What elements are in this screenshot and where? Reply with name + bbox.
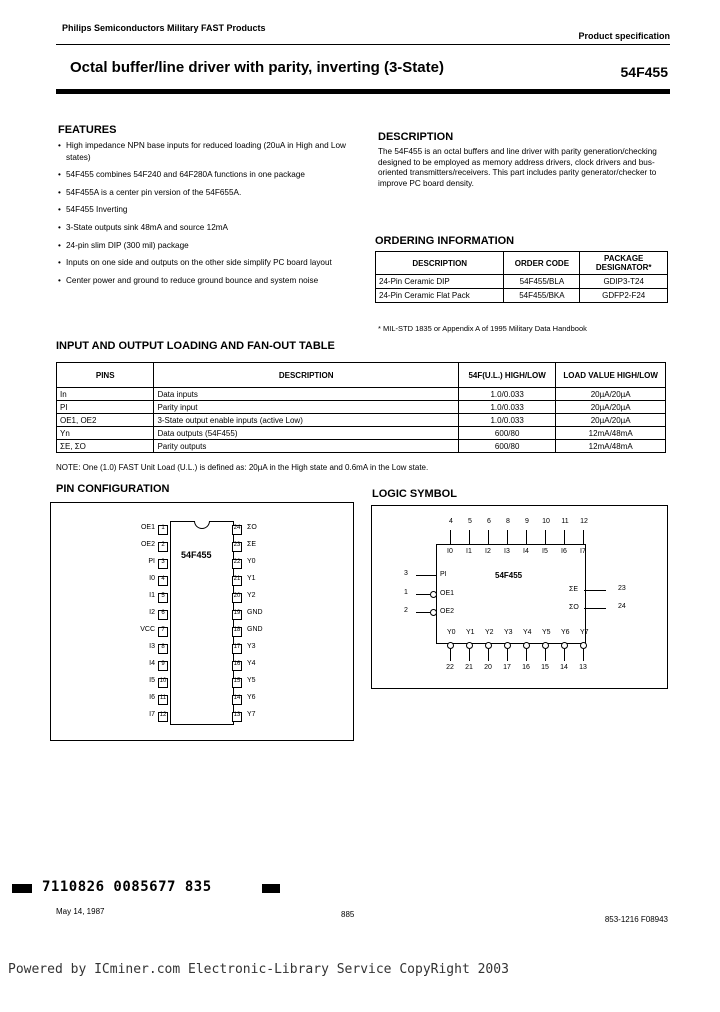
logic-right-pin-number: 24 bbox=[618, 603, 626, 610]
description-text: The 54F455 is an octal buffers and line driver with parity generation/checking designed to be employed as memory address drivers, clock drivers and bus-oriented transmitters/receivers. This part includes parity generator/checker to improve PC board density. bbox=[378, 147, 657, 188]
logic-bottom-label: Y0 bbox=[447, 629, 456, 636]
logic-top-lead bbox=[583, 530, 584, 544]
logic-top-lead bbox=[450, 530, 451, 544]
company-name: Philips Semiconductors Military FAST Products bbox=[62, 23, 266, 33]
logic-top-label: I3 bbox=[504, 548, 510, 555]
logic-bottom-lead bbox=[545, 649, 546, 661]
barcode-mark-right bbox=[262, 884, 280, 893]
table-header-row bbox=[376, 252, 668, 275]
pin-name-left: PI bbox=[148, 558, 155, 565]
column-header: PINS bbox=[57, 363, 154, 388]
table-cell: 1.0/0.033 bbox=[458, 414, 555, 427]
logic-bottom-bubble bbox=[466, 642, 473, 649]
pin-number-right: 22 bbox=[233, 559, 241, 565]
pin-config-frame bbox=[50, 502, 354, 741]
loading-heading: INPUT AND OUTPUT LOADING AND FAN-OUT TABLE bbox=[56, 340, 335, 352]
chip-label: 54F455 bbox=[181, 550, 212, 560]
logic-top-label: I0 bbox=[447, 548, 453, 555]
pin-number-right: 16 bbox=[233, 661, 241, 667]
logic-bottom-pin-number: 21 bbox=[465, 664, 473, 671]
table-cell: 54F455/BKA bbox=[504, 289, 580, 303]
column-header: DESCRIPTION bbox=[376, 252, 504, 275]
logic-left-pin-number: 1 bbox=[404, 589, 408, 596]
logic-bottom-bubble bbox=[504, 642, 511, 649]
pin-name-left: VCC bbox=[140, 626, 155, 633]
table-cell: 1.0/0.033 bbox=[458, 401, 555, 414]
table-cell: In bbox=[57, 388, 154, 401]
table-cell: Data outputs (54F455) bbox=[154, 427, 459, 440]
pin-number-right: 20 bbox=[233, 593, 241, 599]
pin-name-right: Y1 bbox=[247, 575, 256, 582]
logic-bottom-pin-number: 13 bbox=[579, 664, 587, 671]
pin-name-right: Y2 bbox=[247, 592, 256, 599]
table-row bbox=[376, 275, 668, 289]
logic-bottom-pin-number: 14 bbox=[560, 664, 568, 671]
pin-number-left: 5 bbox=[161, 593, 165, 599]
pin-number-left: 11 bbox=[159, 695, 167, 701]
ordering-table bbox=[375, 251, 668, 303]
table-header-row bbox=[57, 363, 666, 388]
logic-left-label: OE1 bbox=[440, 590, 455, 597]
table-cell: 20µA/20µA bbox=[556, 401, 666, 414]
pin-name-left: I1 bbox=[149, 592, 155, 599]
logic-bottom-bubble bbox=[485, 642, 492, 649]
feature-item: • 54F455A is a center pin version of the 54F655A. bbox=[58, 187, 358, 199]
table-cell: GDIP3-T24 bbox=[580, 275, 668, 289]
feature-item: • High impedance NPN base inputs for reduced loading (20uA in High and Low states) bbox=[58, 140, 358, 163]
pin-number-left: 9 bbox=[161, 661, 165, 667]
logic-bottom-bubble bbox=[561, 642, 568, 649]
logic-top-pin-number: 6 bbox=[487, 518, 491, 525]
feature-item: • 3-State outputs sink 48mA and source 12mA bbox=[58, 222, 358, 234]
pin-number-left: 10 bbox=[159, 678, 167, 684]
table-cell: ΣE, ΣO bbox=[57, 440, 154, 453]
logic-bottom-label: Y4 bbox=[523, 629, 532, 636]
table-cell: 54F455/BLA bbox=[504, 275, 580, 289]
features-heading: FEATURES bbox=[58, 124, 117, 136]
pin-name-right: Y0 bbox=[247, 558, 256, 565]
pin-name-left: I6 bbox=[149, 694, 155, 701]
column-header: LOAD VALUE HIGH/LOW bbox=[556, 363, 666, 388]
logic-top-label: I6 bbox=[561, 548, 567, 555]
pin-number-right: 14 bbox=[233, 695, 241, 701]
pin-name-right: Y3 bbox=[247, 643, 256, 650]
logic-symbol-frame bbox=[371, 505, 668, 689]
table-row bbox=[57, 440, 666, 453]
logic-bottom-pin-number: 22 bbox=[446, 664, 454, 671]
column-header: 54F(U.L.) HIGH/LOW bbox=[458, 363, 555, 388]
logic-top-label: I1 bbox=[466, 548, 472, 555]
logic-right-label: ΣE bbox=[569, 586, 578, 593]
pin-name-left: I0 bbox=[149, 575, 155, 582]
feature-item: • Inputs on one side and outputs on the other side simplify PC board layout bbox=[58, 257, 358, 269]
logic-top-pin-number: 5 bbox=[468, 518, 472, 525]
table-row bbox=[57, 401, 666, 414]
logic-left-label: OE2 bbox=[440, 608, 455, 615]
logic-right-pin-number: 23 bbox=[618, 585, 626, 592]
barcode-mark-left bbox=[12, 884, 32, 893]
pin-name-right: Y7 bbox=[247, 711, 256, 718]
table-cell: 600/80 bbox=[458, 440, 555, 453]
pin-name-right: Y6 bbox=[247, 694, 256, 701]
logic-top-lead bbox=[488, 530, 489, 544]
column-header: DESCRIPTION bbox=[154, 363, 459, 388]
logic-bottom-bubble bbox=[542, 642, 549, 649]
pin-name-right: GND bbox=[247, 626, 263, 633]
pin-number-left: 4 bbox=[161, 576, 165, 582]
feature-item: • 24-pin slim DIP (300 mil) package bbox=[58, 240, 358, 252]
logic-top-lead bbox=[469, 530, 470, 544]
footer-date: May 14, 1987 bbox=[56, 907, 105, 916]
logic-bottom-bubble bbox=[447, 642, 454, 649]
logic-bottom-label: Y7 bbox=[580, 629, 589, 636]
logic-left-bubble bbox=[430, 591, 437, 598]
pin-name-left: OE2 bbox=[140, 541, 155, 548]
pin-number-right: 24 bbox=[233, 525, 241, 531]
pin-name-right: ΣO bbox=[247, 524, 257, 531]
logic-top-pin-number: 4 bbox=[449, 518, 453, 525]
pin-number-left: 8 bbox=[161, 644, 165, 650]
ordering-heading: ORDERING INFORMATION bbox=[375, 235, 515, 247]
page-title: Octal buffer/line driver with parity, inverting (3-State) bbox=[70, 59, 444, 76]
logic-bottom-lead bbox=[450, 649, 451, 661]
dip-package bbox=[170, 521, 234, 725]
pin-number-right: 17 bbox=[233, 644, 241, 650]
pin1-notch bbox=[194, 521, 210, 529]
pin-name-right: GND bbox=[247, 609, 263, 616]
logic-top-label: I4 bbox=[523, 548, 529, 555]
table-row bbox=[57, 388, 666, 401]
barcode-text: 7110826 0085677 835 bbox=[42, 879, 212, 895]
feature-item: • 54F455 Inverting bbox=[58, 204, 358, 216]
pin-name-left: I5 bbox=[149, 677, 155, 684]
pin-number-left: 7 bbox=[161, 627, 165, 633]
pin-name-left: I3 bbox=[149, 643, 155, 650]
footer-page: 885 bbox=[341, 910, 355, 919]
pin-number-left: 1 bbox=[161, 525, 165, 531]
table-cell: Data inputs bbox=[154, 388, 459, 401]
logic-bottom-lead bbox=[507, 649, 508, 661]
table-cell: PI bbox=[57, 401, 154, 414]
pin-number-left: 6 bbox=[161, 610, 165, 616]
loading-table bbox=[56, 362, 666, 453]
logic-top-pin-number: 11 bbox=[561, 518, 569, 525]
description-heading: DESCRIPTION bbox=[378, 131, 454, 143]
logic-bottom-pin-number: 20 bbox=[484, 664, 492, 671]
pin-number-right: 21 bbox=[233, 576, 241, 582]
pin-number-right: 15 bbox=[233, 678, 241, 684]
logic-top-lead bbox=[507, 530, 508, 544]
table-cell: 600/80 bbox=[458, 427, 555, 440]
logic-left-lead bbox=[416, 594, 430, 595]
logic-left-bubble bbox=[430, 609, 437, 616]
loading-note: NOTE: One (1.0) FAST Unit Load (U.L.) is defined as: 20µA in the High state and 0.6mA in the Low state. bbox=[56, 463, 429, 472]
pin-name-left: I4 bbox=[149, 660, 155, 667]
column-header: PACKAGE DESIGNATOR* bbox=[580, 252, 668, 275]
logic-bottom-lead bbox=[583, 649, 584, 661]
pin-config-heading: PIN CONFIGURATION bbox=[56, 483, 170, 495]
logic-bottom-label: Y3 bbox=[504, 629, 513, 636]
title-rule bbox=[56, 89, 670, 94]
logic-bottom-label: Y5 bbox=[542, 629, 551, 636]
feature-item: • Center power and ground to reduce ground bounce and system noise bbox=[58, 275, 358, 287]
logic-bottom-label: Y6 bbox=[561, 629, 570, 636]
logic-left-label: PI bbox=[440, 571, 447, 578]
pin-number-right: 19 bbox=[233, 610, 241, 616]
feature-item: • 54F455 combines 54F240 and 64F280A functions in one package bbox=[58, 169, 358, 181]
ordering-footnote: * MIL-STD 1835 or Appendix A of 1995 Military Data Handbook bbox=[378, 324, 587, 333]
logic-top-lead bbox=[545, 530, 546, 544]
logic-left-lead bbox=[416, 612, 430, 613]
pin-name-left: OE1 bbox=[140, 524, 155, 531]
logic-top-label: I2 bbox=[485, 548, 491, 555]
pin-name-right: Y5 bbox=[247, 677, 256, 684]
logic-right-lead bbox=[584, 590, 606, 591]
logic-left-pin-number: 2 bbox=[404, 607, 408, 614]
logic-bottom-lead bbox=[564, 649, 565, 661]
logic-bottom-pin-number: 17 bbox=[503, 664, 511, 671]
logic-bottom-lead bbox=[488, 649, 489, 661]
pin-number-left: 3 bbox=[161, 559, 165, 565]
part-number: 54F455 bbox=[620, 64, 668, 80]
pin-name-left: I7 bbox=[149, 711, 155, 718]
logic-top-pin-number: 8 bbox=[506, 518, 510, 525]
logic-right-lead bbox=[584, 608, 606, 609]
logic-chip-label: 54F455 bbox=[495, 571, 523, 580]
pin-name-right: Y4 bbox=[247, 660, 256, 667]
logic-top-pin-number: 10 bbox=[542, 518, 550, 525]
pin-number-right: 13 bbox=[233, 712, 241, 718]
pin-number-left: 2 bbox=[161, 542, 165, 548]
table-cell: GDFP2-F24 bbox=[580, 289, 668, 303]
logic-bottom-label: Y1 bbox=[466, 629, 475, 636]
logic-block bbox=[436, 544, 589, 644]
logic-bottom-lead bbox=[526, 649, 527, 661]
pin-number-right: 18 bbox=[233, 627, 241, 633]
logic-bottom-label: Y2 bbox=[485, 629, 494, 636]
table-row bbox=[57, 427, 666, 440]
pin-number-left: 12 bbox=[159, 712, 167, 718]
features-list bbox=[58, 140, 358, 292]
logic-top-lead bbox=[526, 530, 527, 544]
footer-doc-code: 853-1216 F08943 bbox=[604, 915, 668, 924]
logic-symbol-heading: LOGIC SYMBOL bbox=[372, 488, 457, 500]
table-cell: 12mA/48mA bbox=[556, 427, 666, 440]
logic-top-label: I7 bbox=[580, 548, 586, 555]
logic-right-label: ΣO bbox=[569, 604, 579, 611]
column-header: ORDER CODE bbox=[504, 252, 580, 275]
logic-bottom-pin-number: 16 bbox=[522, 664, 530, 671]
logic-left-pin-number: 3 bbox=[404, 570, 408, 577]
table-cell: Parity outputs bbox=[154, 440, 459, 453]
logic-bottom-lead bbox=[469, 649, 470, 661]
table-cell: 24-Pin Ceramic DIP bbox=[376, 275, 504, 289]
table-cell: 24-Pin Ceramic Flat Pack bbox=[376, 289, 504, 303]
header-rule bbox=[56, 44, 670, 45]
logic-left-lead bbox=[416, 575, 436, 576]
table-cell: Parity input bbox=[154, 401, 459, 414]
table-cell: 3-State output enable inputs (active Low) bbox=[154, 414, 459, 427]
table-row bbox=[57, 414, 666, 427]
table-cell: Yn bbox=[57, 427, 154, 440]
logic-top-lead bbox=[564, 530, 565, 544]
table-cell: 1.0/0.033 bbox=[458, 388, 555, 401]
logic-top-label: I5 bbox=[542, 548, 548, 555]
logic-bottom-pin-number: 15 bbox=[541, 664, 549, 671]
logic-top-pin-number: 12 bbox=[580, 518, 588, 525]
pin-name-right: ΣE bbox=[247, 541, 256, 548]
table-cell: OE1, OE2 bbox=[57, 414, 154, 427]
table-cell: 20µA/20µA bbox=[556, 388, 666, 401]
powered-by: Powered by ICminer.com Electronic-Library Service CopyRight 2003 bbox=[8, 962, 509, 977]
logic-bottom-bubble bbox=[580, 642, 587, 649]
table-row bbox=[376, 289, 668, 303]
logic-top-pin-number: 9 bbox=[525, 518, 529, 525]
pin-name-left: I2 bbox=[149, 609, 155, 616]
logic-bottom-bubble bbox=[523, 642, 530, 649]
table-cell: 20µA/20µA bbox=[556, 414, 666, 427]
table-cell: 12mA/48mA bbox=[556, 440, 666, 453]
pin-number-right: 23 bbox=[233, 542, 241, 548]
doc-type: Product specification bbox=[578, 31, 670, 41]
